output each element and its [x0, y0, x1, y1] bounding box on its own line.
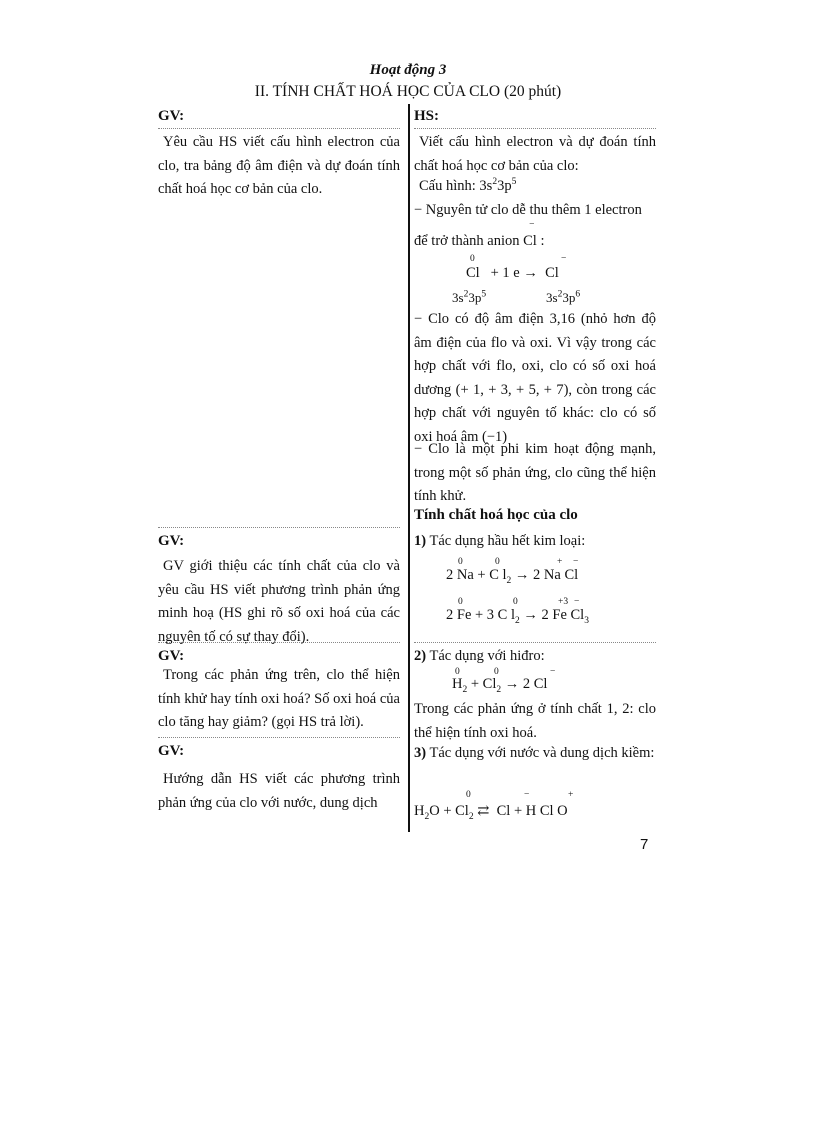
ox-number: +	[557, 557, 563, 567]
anion-line: để trở thành anion − Cl :	[414, 220, 545, 249]
hs-intro: Viết cấu hình electron và dự đoán tính chất hoá học cơ bản của clo:	[414, 134, 656, 174]
bullet-nonmetal: − Clo là một phi kim hoạt động mạnh, trong một số phản ứng, clo cũng thể hiện tính khử.	[414, 441, 656, 504]
ox-number: 0	[495, 557, 500, 567]
gv-label: GV:	[158, 533, 185, 549]
page-number: 7	[640, 836, 649, 853]
property-2: 2) Tác dụng với hiđro:	[414, 648, 545, 664]
ox-number: +3	[558, 597, 569, 607]
reaction-fe-cl2: 2 Fe + 3 C $l_2 \to 2$ Fe $Cl_3$	[446, 607, 589, 626]
bullet-electronegativity: − Clo có độ âm điện 3,16 (nhỏ hơn độ âm điện của flo và oxi. Vì vậy trong các hợp chất với flo, oxi, clo có số oxi hoá dương (+ 1, + 3, + 5, + 7), còn trong các hợp chất với nguyên tố khác: clo có số oxi hoá âm (−1)	[414, 311, 656, 445]
row-rule	[158, 527, 400, 528]
gv-label: GV:	[158, 108, 185, 124]
oxidizer-note: Trong các phản ứng ở tính chất 1, 2: clo thể hiện tính oxi hoá.	[414, 701, 656, 741]
ox-number: −	[550, 667, 556, 677]
ox-number: 0	[470, 254, 475, 264]
config-after: $3s^23p^6$	[546, 289, 581, 305]
row-rule	[414, 642, 656, 643]
ox-number: 0	[458, 557, 463, 567]
reaction-cl2-water: $H_2O + Cl_2$ ⇄ Cl + H Cl O	[414, 803, 568, 822]
ox-number: −	[524, 790, 530, 800]
equation-cl-gain: Cl + 1 e → Cl	[466, 265, 559, 281]
ox-number: +	[568, 790, 574, 800]
ox-number: −	[574, 597, 580, 607]
reaction-na-cl2: 2 Na + C $l_2 \to 2$ Na Cl	[446, 567, 579, 586]
property-3: 3) Tác dụng với nước và dung dịch kiềm:	[414, 745, 655, 761]
ox-number: 0	[513, 597, 518, 607]
property-1: 1) Tác dụng hầu hết kim loại:	[414, 533, 586, 549]
activity-title: Hoạt động 3	[369, 62, 447, 78]
reaction-h2-cl2: $H_2 + Cl_2 \to 2$ Cl	[452, 676, 548, 695]
gv-label: GV:	[158, 743, 185, 759]
section-title: II. TÍNH CHẤT HOÁ HỌC CỦA CLO (20 phút)	[254, 83, 562, 100]
bullet-gain-electron: − Nguyên tử clo dễ thu thêm 1 electron	[414, 202, 642, 218]
config-before: $3s^23p^5$	[452, 289, 487, 305]
gv-instruction-3: Trong các phản ứng trên, clo thể hiện tính khử hay tính oxi hoá? Số oxi hoá của clo tăng hay giảm? (gọi HS trả lời).	[158, 667, 400, 730]
ox-number: 0	[455, 667, 460, 677]
gv-instruction-4: Hướng dẫn HS viết các phương trình phản ứng của clo với nước, dung dịch	[158, 771, 400, 811]
ox-number: 0	[458, 597, 463, 607]
row-rule	[158, 737, 400, 738]
gv-label: GV:	[158, 648, 185, 664]
column-divider	[408, 104, 410, 832]
ox-number: −	[561, 254, 567, 264]
gv-instruction-2: GV giới thiệu các tính chất của clo và yêu cầu HS viết phương trình phản ứng minh hoạ (HS ghi rõ số oxi hoá của các nguyên tố có sự thay đổi).	[158, 558, 400, 645]
chemical-properties-heading: Tính chất hoá học của clo	[414, 507, 578, 523]
electron-configuration: Cấu hình: $3s^23p^5$	[419, 177, 517, 194]
hs-label: HS:	[414, 108, 440, 124]
gv-instruction-1: Yêu cầu HS viết cấu hình electron của clo, tra bảng độ âm điện và dự đoán tính chất hoá học cơ bản của clo.	[158, 134, 400, 197]
ox-number: −	[573, 557, 579, 567]
ox-number: 0	[494, 667, 499, 677]
ox-number: 0	[466, 790, 471, 800]
